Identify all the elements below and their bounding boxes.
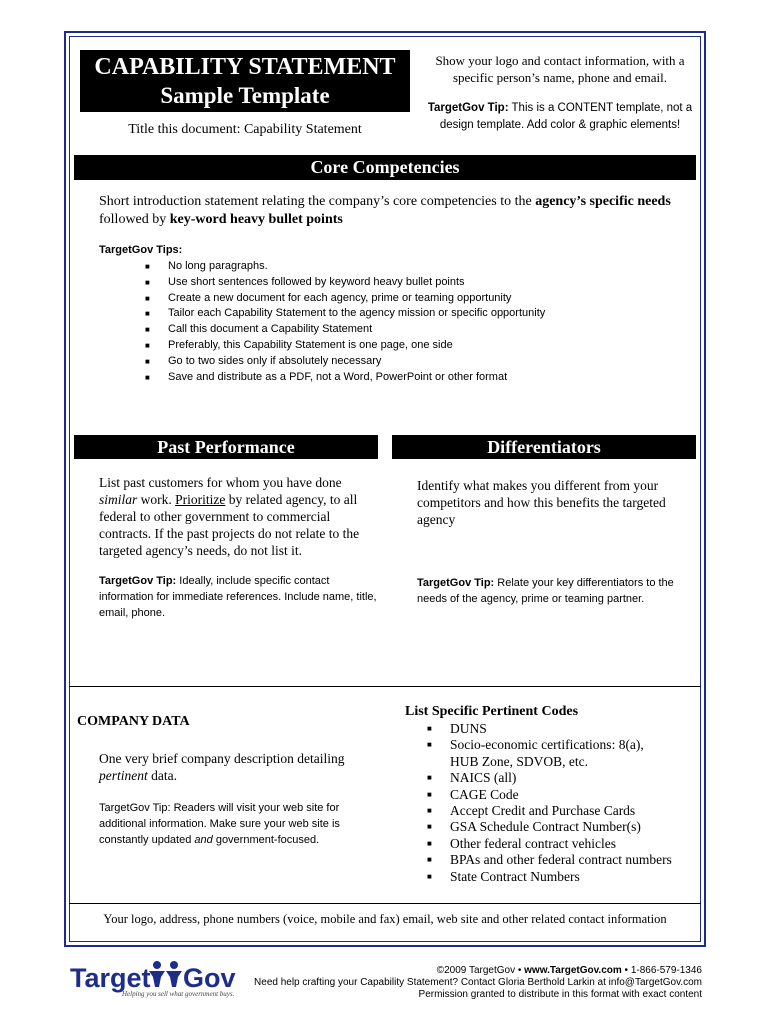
contact-line-2: Need help crafting your Capability Statement? Contact Gloria Berthold Larkin at info@TargetGov.com xyxy=(254,977,702,988)
list-item xyxy=(427,803,672,819)
bullet-icon: ■ xyxy=(427,838,432,848)
list-item-text: DUNS xyxy=(450,721,487,736)
company-tip-a: TargetGov Tip: Readers will visit your web site for additional information. Make sure your web site is constantly updated xyxy=(99,802,340,846)
bullet-icon: ■ xyxy=(427,773,432,783)
company-desc-a: One very brief company description detailing xyxy=(99,751,345,766)
contact-line-1 xyxy=(250,965,702,977)
list-item-text: State Contract Numbers xyxy=(450,868,580,884)
title-line-1: CAPABILITY STATEMENT xyxy=(94,54,396,80)
list-item xyxy=(145,354,545,370)
company-tip-b: and xyxy=(194,834,213,846)
core-intro xyxy=(99,193,689,229)
phone-text: • 1-866-579-1346 xyxy=(621,965,702,976)
diff-tip-text: Relate your key differentiators to the needs of the agency, prime or teaming partner. xyxy=(417,577,674,605)
bullet-icon: ■ xyxy=(145,340,150,350)
logo-tagline: Helping you sell what government buys. xyxy=(122,990,235,998)
past-text-e: by related agency, to all federal to other government to commercial contracts. If the past projects do not relate to the targeted agency’s needs, do not list it. xyxy=(99,492,360,558)
list-item xyxy=(427,787,672,803)
list-item-text: BPAs and other federal contract numbers xyxy=(450,852,672,868)
differentiators-tip xyxy=(417,575,702,607)
codes-list xyxy=(427,721,672,885)
bullet-icon: ■ xyxy=(427,806,432,816)
core-intro-b: agency’s specific needs xyxy=(535,194,671,209)
list-item-text: GSA Schedule Contract Number(s) xyxy=(450,819,641,835)
past-text-d: Prioritize xyxy=(175,492,226,507)
footer-note: Your logo, address, phone numbers (voice, mobile and fax) email, web site and other related contact information xyxy=(103,912,667,926)
past-performance-heading: Past Performance xyxy=(74,435,378,459)
list-item-text: No long paragraphs. xyxy=(168,260,268,272)
bullet-icon: ■ xyxy=(427,724,432,733)
bullet-icon: ■ xyxy=(427,740,432,750)
list-item-text: Preferably, this Capability Statement is one page, one side xyxy=(168,338,453,351)
bullet-icon: ■ xyxy=(427,789,432,799)
company-desc-c: data. xyxy=(147,768,177,783)
bullet-icon: ■ xyxy=(145,309,150,319)
header-tip-label: TargetGov Tip: xyxy=(427,102,509,114)
list-item xyxy=(427,836,672,852)
list-item-text: Use short sentences followed by keyword heavy bullet points xyxy=(168,275,465,288)
differentiators-text: Identify what makes you different from your competitors and how this benefits the targeted agency xyxy=(417,478,666,527)
differentiators-heading: Differentiators xyxy=(392,435,696,459)
list-item-text: Call this document a Capability Statement xyxy=(168,323,373,336)
list-item xyxy=(145,322,545,338)
list-item xyxy=(427,869,672,885)
bullet-icon: ■ xyxy=(145,262,150,271)
past-text-c: work. xyxy=(137,492,176,507)
list-item xyxy=(145,259,545,275)
list-item xyxy=(145,338,545,354)
past-tip-label: TargetGov Tip: xyxy=(99,575,177,587)
list-item xyxy=(427,737,670,770)
list-item-text: NAICS (all) xyxy=(450,770,517,786)
logo-word-target: Target xyxy=(70,963,151,993)
bullet-icon: ■ xyxy=(145,277,150,287)
company-desc-b: pertinent xyxy=(99,768,148,783)
list-item-text: Create a new document for each agency, prime or teaming opportunity xyxy=(168,291,512,304)
contact-block xyxy=(250,965,702,1001)
past-performance-text xyxy=(99,474,379,559)
list-item-text: Tailor each Capability Statement to the agency mission or specific opportunity xyxy=(168,307,546,320)
list-item xyxy=(145,275,545,291)
header-tip xyxy=(425,100,695,134)
past-text-a: List past customers for whom you have done xyxy=(99,475,342,490)
list-item xyxy=(427,819,672,835)
title-block xyxy=(80,50,410,112)
targetgov-logo xyxy=(70,957,250,1007)
list-item-text: Save and distribute as a PDF, not a Word, PowerPoint or other format xyxy=(168,370,508,383)
bullet-icon: ■ xyxy=(427,822,432,832)
core-tips-list xyxy=(145,259,545,385)
diff-tip-label: TargetGov Tip: xyxy=(417,577,495,589)
logo-note: Show your logo and contact information, with a specific person’s name, phone and email. xyxy=(435,53,685,85)
core-competencies-heading: Core Competencies xyxy=(74,155,696,180)
list-item-text: CAGE Code xyxy=(450,786,519,802)
list-item xyxy=(145,306,545,322)
company-tip xyxy=(99,800,384,848)
company-description xyxy=(99,750,369,784)
divider xyxy=(69,903,701,904)
title-instruction: Title this document: Capability Statement xyxy=(128,122,362,137)
header-tip-text: This is a CONTENT template, not a design template. Add color & graphic elements! xyxy=(439,102,693,131)
codes-heading: List Specific Pertinent Codes xyxy=(405,704,579,719)
list-item xyxy=(427,721,672,737)
bullet-icon: ■ xyxy=(427,855,432,865)
people-icon xyxy=(149,961,182,987)
list-item xyxy=(145,291,545,307)
contact-line-3: Permission granted to distribute in this format with exact content xyxy=(418,989,702,1000)
logo-word-gov: Gov xyxy=(183,963,236,993)
past-performance-tip xyxy=(99,573,384,621)
past-text-b: similar xyxy=(99,492,138,507)
company-data-heading: COMPANY DATA xyxy=(77,714,190,729)
divider xyxy=(69,686,701,687)
core-intro-a: Short introduction statement relating the company’s core competencies to the xyxy=(99,194,536,209)
core-intro-d: key-word heavy bullet points xyxy=(169,212,343,227)
list-item xyxy=(427,852,672,868)
bullet-icon: ■ xyxy=(145,356,150,366)
list-item xyxy=(145,370,545,386)
list-item-text: Go to two sides only if absolutely necessary xyxy=(168,354,382,367)
company-tip-c: government-focused. xyxy=(212,834,320,846)
bullet-icon: ■ xyxy=(145,372,150,382)
bullet-icon: ■ xyxy=(145,293,150,303)
copyright-text: ©2009 TargetGov • xyxy=(436,965,525,976)
bullet-icon: ■ xyxy=(145,325,150,335)
website-link[interactable]: www.TargetGov.com xyxy=(524,965,622,976)
list-item-text: Socio-economic certifications: 8(a), HUB Zone, SDVOB, etc. xyxy=(450,737,644,769)
list-item-text: Accept Credit and Purchase Cards xyxy=(450,803,636,819)
core-intro-c: followed by xyxy=(99,212,170,227)
title-line-2: Sample Template xyxy=(160,83,330,108)
past-tip-text: Ideally, include specific contact information for immediate references. Include name, title, email, phone. xyxy=(99,575,377,619)
list-item xyxy=(427,770,672,786)
list-item-text: Other federal contract vehicles xyxy=(450,835,617,851)
bullet-icon: ■ xyxy=(427,871,432,881)
core-tips-label: TargetGov Tips: xyxy=(99,244,183,256)
